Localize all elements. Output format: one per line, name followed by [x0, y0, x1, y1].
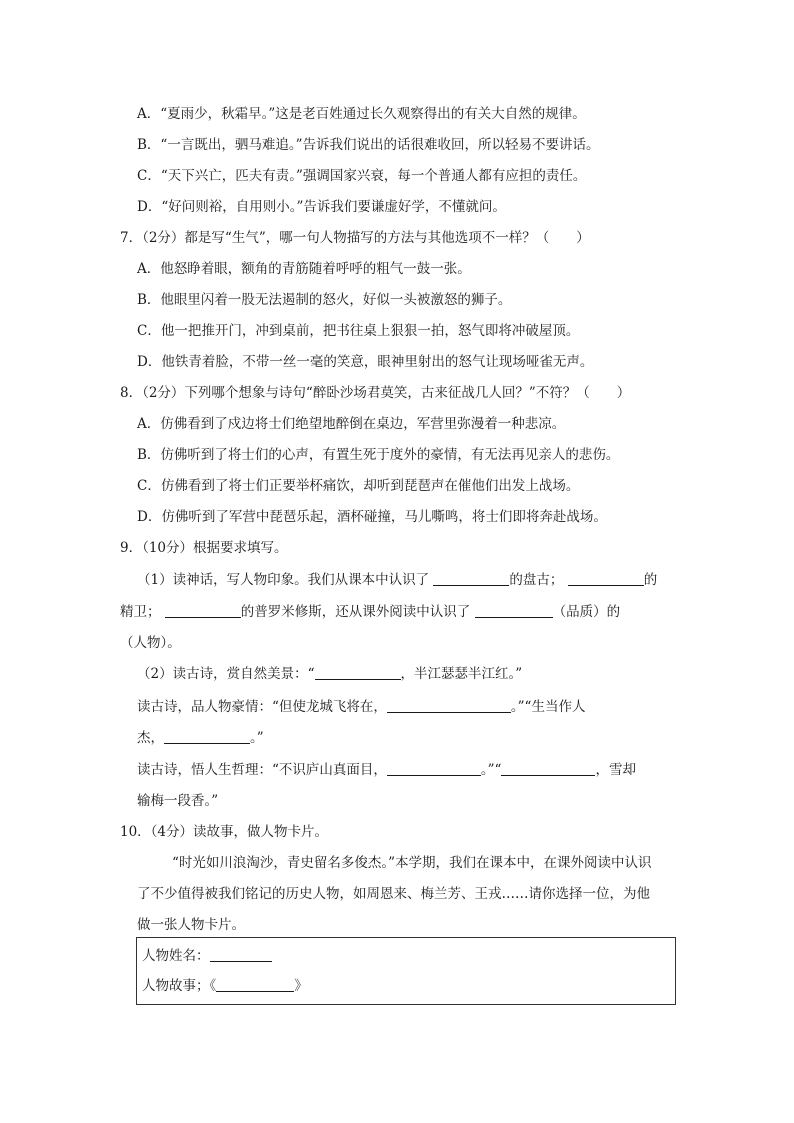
q7-option-d: D．他铁青着脸，不带一丝一毫的笑意，眼神里射出的怒气让现场哑雀无声。: [137, 354, 594, 370]
q10-paragraph-line2: 了不少值得被我们铭记的历史人物，如周恩来、梅兰芳、王戎……请你选择一位，为他: [137, 886, 650, 902]
q9-part2-text-b: ，半江瑟瑟半江红。”: [400, 666, 523, 682]
answer-blank-jingwei[interactable]: [568, 570, 644, 586]
card-name-label: 人物姓名：: [142, 948, 210, 964]
answer-blank-poem5[interactable]: [501, 760, 595, 776]
q9-part3-text-c: 杰，: [137, 730, 164, 746]
answer-blank-quality[interactable]: [475, 602, 553, 618]
answer-blank-poem2[interactable]: [387, 697, 511, 713]
answer-blank-poem4[interactable]: [387, 760, 481, 776]
q9-stem: 9．（10分）根据要求填写。: [120, 540, 288, 556]
q9-part1-text-e: 的普罗米修斯，还从课外阅读中认识了: [240, 604, 471, 620]
q9-part1-line1: [137, 570, 657, 590]
q8-option-c: C．仿佛看到了将士们正要举杯痛饮，却听到琵琶声在催他们出发上战场。: [137, 478, 580, 494]
q7-option-b: B．他眼里闪着一股无法遏制的怒火，好似一头被激怒的狮子。: [137, 292, 512, 308]
answer-blank-pangu[interactable]: [433, 570, 509, 586]
q6-option-c: C．“天下兴亡，匹夫有责。”强调国家兴衰，每一个普通人都有应担的责任。: [137, 168, 587, 184]
q9-part3-line1: [137, 697, 585, 717]
q9-part3-text-a: 读古诗，品人物豪情：“但使龙城飞将在，: [137, 699, 387, 715]
q10-paragraph-line1: “时光如川浪淘沙，青史留名多俊杰。”本学期，我们在课本中，在课外阅读中认识: [172, 855, 652, 871]
q7-option-c: C．他一把推开门，冲到桌前，把书往桌上狠狠一拍，怒气即将冲破屋顶。: [137, 323, 580, 339]
q6-option-b: B．“一言既出，驷马难追。”告诉我们说出的话很难收回，所以轻易不要讲话。: [137, 137, 600, 153]
q9-part4-text-c: ，雪却: [595, 762, 636, 778]
q8-option-b: B．仿佛听到了将士们的心声，有置生死于度外的豪情，有无法再见亲人的悲伤。: [137, 447, 620, 463]
card-name-field[interactable]: [210, 946, 272, 962]
q9-part1-text-d: 精卫；: [120, 604, 161, 620]
q7-stem: 7．（2分）都是写“生气”，哪一句人物描写的方法与其他选项不一样？（ ）: [120, 230, 590, 246]
q9-part1-text-b: 的盘古；: [509, 572, 564, 588]
q9-part3-text-b: 。”“生当作人: [510, 699, 586, 715]
card-story-label: 人物故事；《: [142, 978, 217, 994]
q9-part3-text-d: 。”: [250, 730, 264, 746]
answer-blank-prometheus[interactable]: [165, 602, 241, 618]
q6-option-d: D．“好问则裕，自用则小。”告诉我们要谦虚好学，不懂就问。: [137, 199, 506, 215]
card-story-field[interactable]: [216, 976, 294, 992]
q8-stem: 8．（2分）下列哪个想象与诗句“醉卧沙场君莫笑，古来征战几人回？”不符？（ ）: [120, 385, 631, 401]
q10-stem: 10．（4分）读故事，做人物卡片。: [120, 824, 329, 840]
q9-part4-line1: [137, 760, 636, 780]
q9-part2-text-a: （2）读古诗，赏自然美景：“: [137, 666, 315, 682]
q7-option-a: A．他怒睁着眼，额角的青筋随着呼呼的粗气一鼓一张。: [137, 261, 471, 277]
card-story-close: 》: [294, 978, 308, 994]
q10-paragraph-line3: 做一张人物卡片。: [137, 917, 245, 933]
q9-part1-text-a: （1）读神话，写人物印象。我们从课本中认识了: [137, 572, 430, 588]
q9-part4-text-d: 输梅一段香。”: [137, 793, 219, 809]
q9-part2-line: [137, 664, 522, 684]
card-story-row: [142, 976, 308, 996]
q9-part3-line2: [137, 728, 264, 748]
q9-part1-line2: [120, 602, 620, 622]
answer-blank-poem3[interactable]: [164, 728, 250, 744]
q8-option-a: A．仿佛看到了戍边将士们绝望地醉倒在桌边，军营里弥漫着一种悲凉。: [137, 416, 566, 432]
answer-blank-poem1[interactable]: [315, 664, 401, 680]
q9-part1-text-c: 的: [643, 572, 658, 588]
q9-part1-text-g: （人物）。: [120, 635, 181, 651]
q9-part1-text-f: （品质）的: [552, 604, 621, 620]
q8-option-d: D．仿佛听到了军营中琵琶乐起，酒杯碰撞，马儿嘶鸣，将士们即将奔赴战场。: [137, 509, 607, 525]
q9-part4-text-a: 读古诗，悟人生哲理：“不识庐山真面目，: [137, 762, 387, 778]
q6-option-a: A．“夏雨少，秋霜早。”这是老百姓通过长久观察得出的有关大自然的规律。: [137, 106, 586, 122]
q9-part4-text-b: 。”“: [480, 762, 502, 778]
card-name-row: [142, 946, 272, 966]
character-card: [136, 937, 676, 1005]
